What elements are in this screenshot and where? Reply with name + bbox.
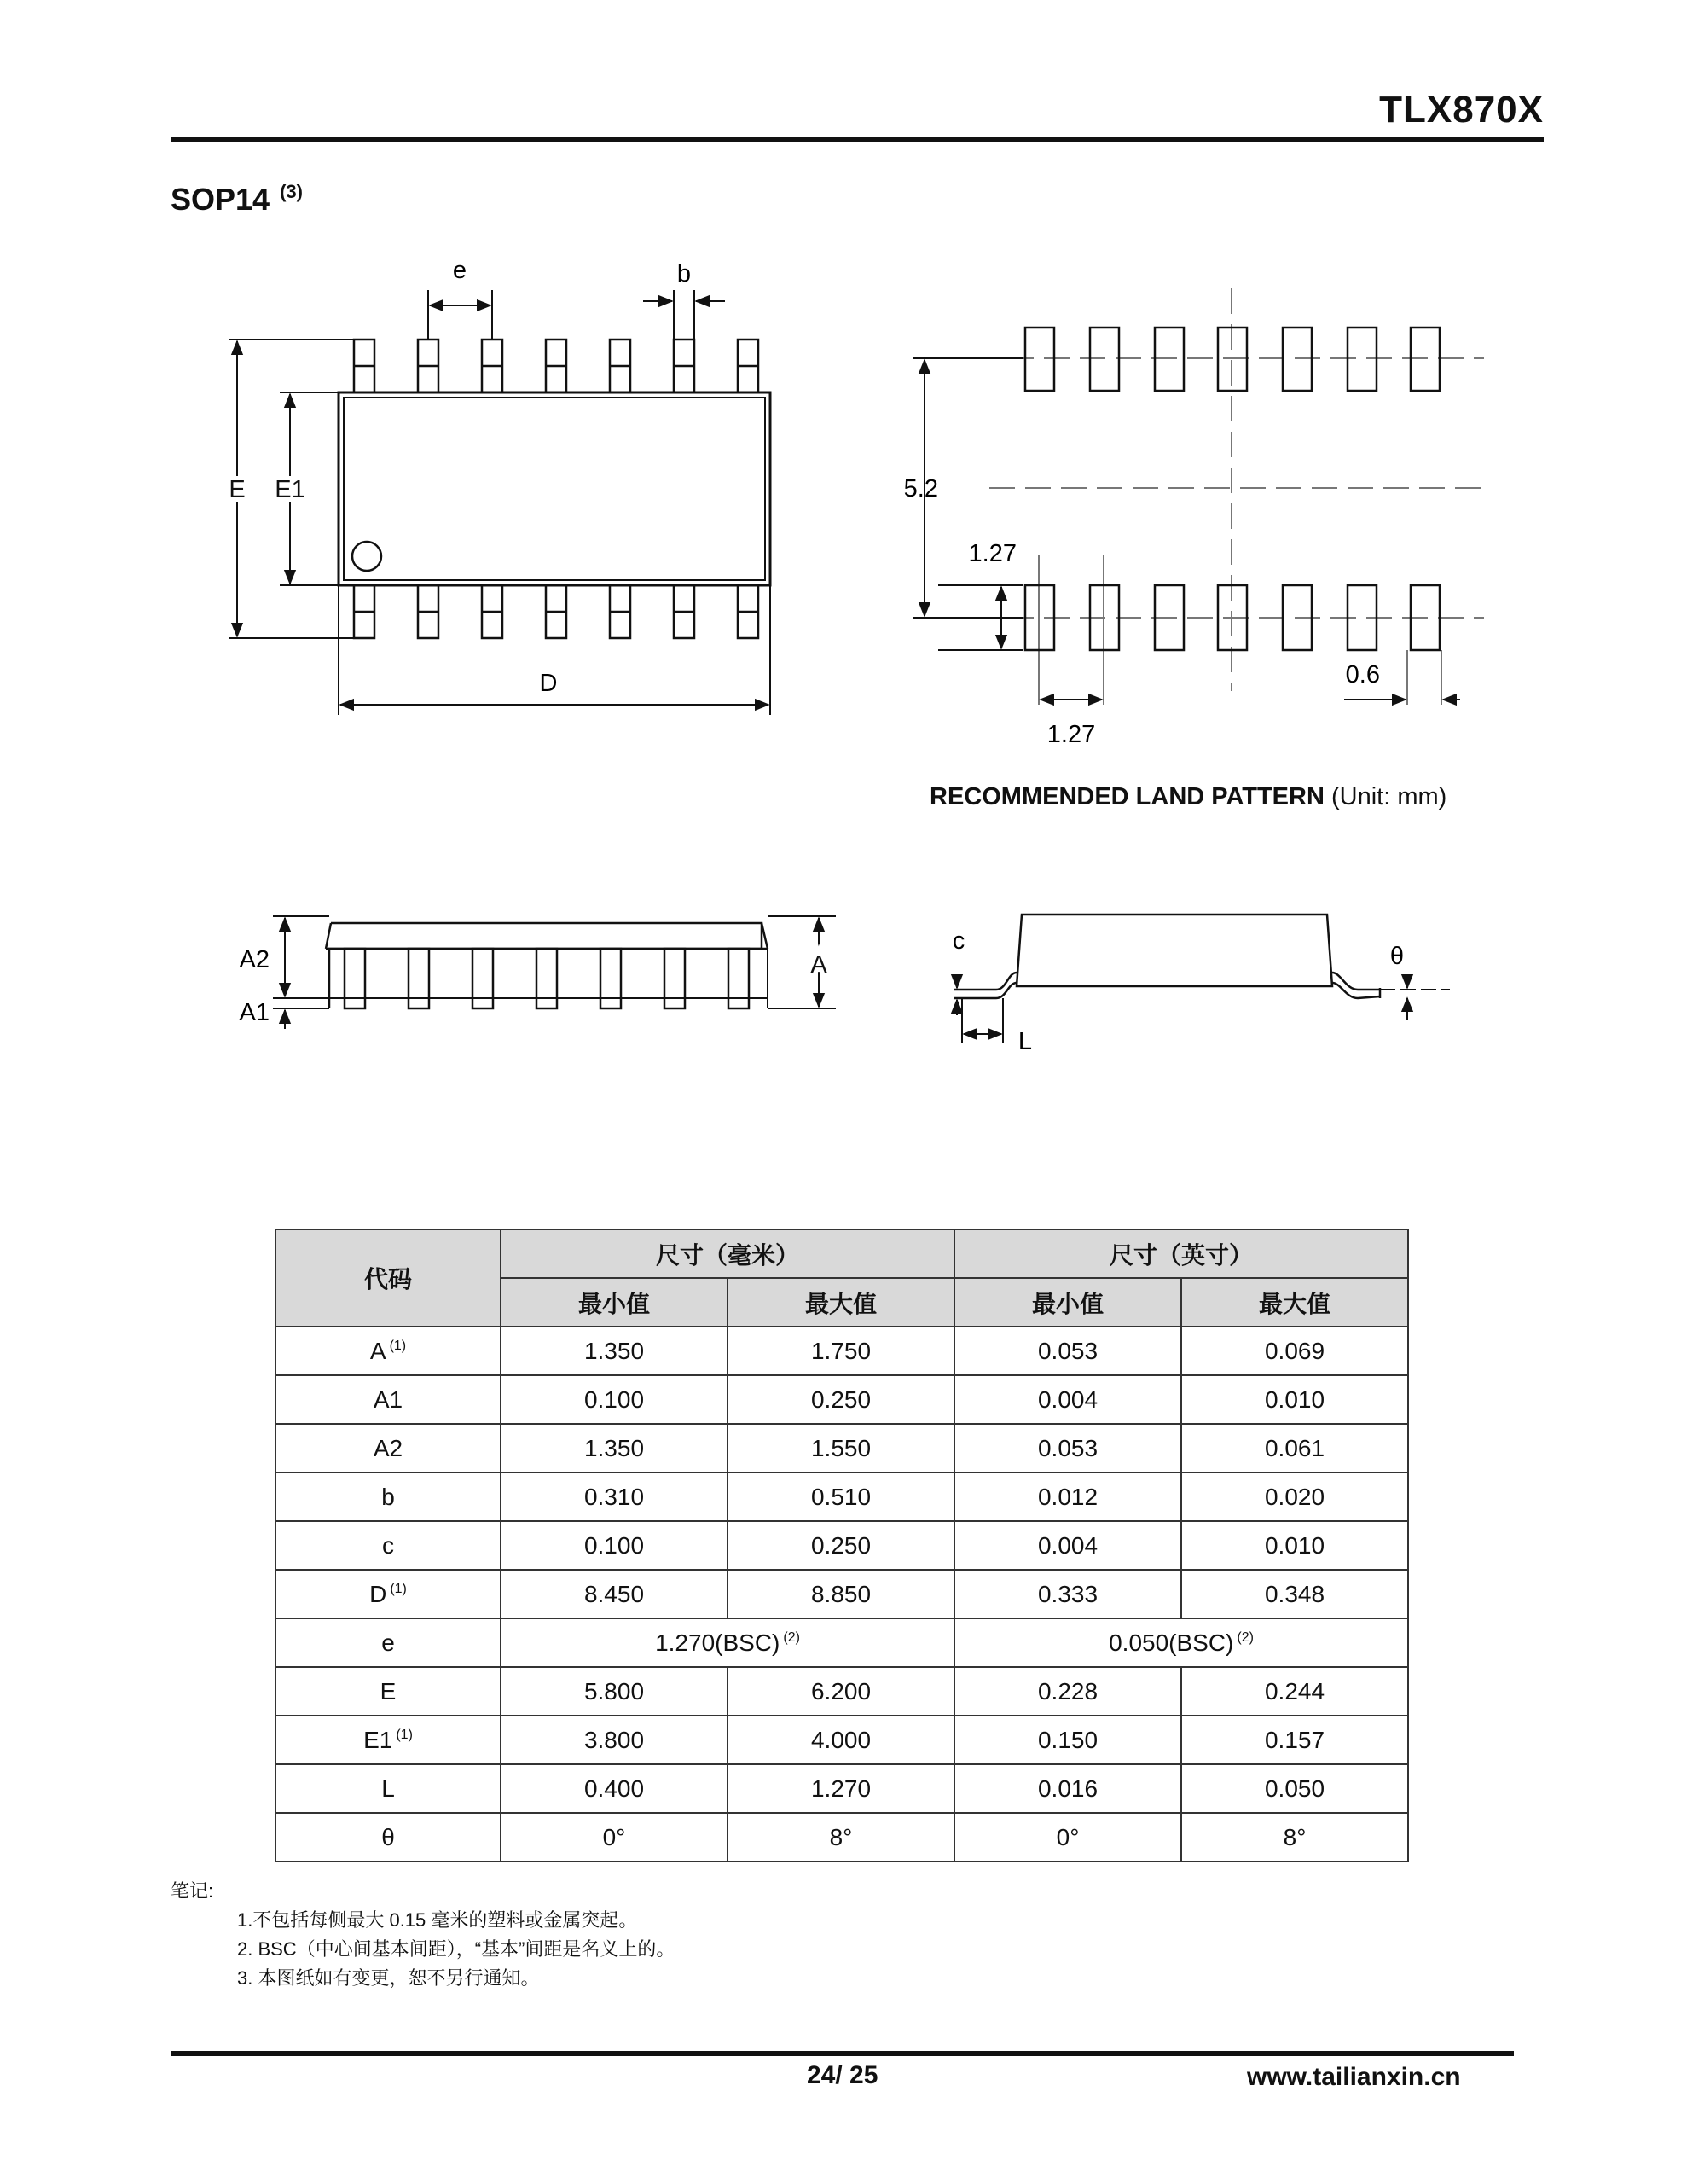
cell-mm-max <box>728 1424 954 1472</box>
cell-code <box>275 1375 501 1424</box>
cell-in-min <box>954 1327 1181 1375</box>
cell-in-max <box>1181 1764 1408 1813</box>
cell-mm-max <box>728 1813 954 1862</box>
cell-in-min <box>954 1667 1181 1716</box>
cell-mm-min-value: 5.800 <box>583 1677 645 1705</box>
cell-in-min <box>954 1570 1181 1618</box>
cell-mm-min <box>501 1327 728 1375</box>
note-1: 1.不包括每侧最大 0.15 毫米的塑料或金属突起。 <box>237 1909 638 1931</box>
cell-code-value: e <box>381 1629 395 1656</box>
land-pattern-caption-title: RECOMMENDED LAND PATTERN <box>930 783 1325 810</box>
cell-in-min-value: 0.016 <box>1037 1774 1099 1802</box>
cell-code-value: E <box>380 1677 397 1705</box>
label-b: b <box>676 260 692 288</box>
cell-in-span <box>954 1618 1408 1667</box>
package-drawing <box>171 247 1484 1066</box>
cell-mm-max <box>728 1472 954 1521</box>
cell-in-span-note-ref: (2) <box>1237 1630 1254 1646</box>
cell-in-max-value: 0.069 <box>1264 1337 1325 1364</box>
package-body-inner <box>344 398 765 580</box>
cell-mm-span-note-ref: (2) <box>783 1630 800 1646</box>
label-E1: E1 <box>275 476 305 503</box>
cell-in-min <box>954 1764 1181 1813</box>
cell-in-max <box>1181 1327 1408 1375</box>
cell-code <box>275 1472 501 1521</box>
cell-code-value: E1 <box>363 1726 393 1753</box>
top-view <box>229 290 770 715</box>
cell-code <box>275 1813 501 1862</box>
cell-mm-max-value: 8.850 <box>810 1580 872 1607</box>
cell-mm-max-value: 0.250 <box>810 1385 872 1413</box>
cell-in-min <box>954 1472 1181 1521</box>
notes <box>171 1877 675 1993</box>
cell-mm-max <box>728 1570 954 1618</box>
header-rule <box>171 136 1544 142</box>
page-number: 24/ 25 <box>807 2061 878 2089</box>
col-mm-header: 尺寸（毫米） <box>501 1229 954 1278</box>
note-3: 3. 本图纸如有变更，恕不另行通知。 <box>237 1967 540 1989</box>
website-link[interactable]: www.tailianxin.cn <box>1247 2063 1461 2091</box>
cell-in-max-value: 0.010 <box>1264 1385 1325 1413</box>
cell-mm-min-value: 0.310 <box>583 1483 645 1510</box>
cell-in-span-value: 0.050(BSC) <box>1109 1629 1234 1656</box>
package-name: SOP14 <box>171 182 270 217</box>
cell-mm-min <box>501 1472 728 1521</box>
label-5-2: 5.2 <box>903 475 938 502</box>
cell-in-max-value: 0.020 <box>1264 1483 1325 1510</box>
package-note-ref: (3) <box>280 181 303 202</box>
pin1-marker <box>352 542 381 571</box>
cell-mm-max-value: 0.510 <box>810 1483 872 1510</box>
cell-in-max <box>1181 1667 1408 1716</box>
cell-mm-max-value: 6.200 <box>810 1677 872 1705</box>
cell-in-max-value: 0.061 <box>1264 1434 1325 1461</box>
cell-mm-min <box>501 1521 728 1570</box>
cell-in-max <box>1181 1424 1408 1472</box>
cell-mm-max-value: 0.250 <box>810 1531 872 1559</box>
label-1-27-vertical: 1.27 <box>968 540 1017 567</box>
cell-mm-max <box>728 1764 954 1813</box>
label-c: c <box>952 927 965 955</box>
col-code-header: 代码 <box>275 1229 501 1327</box>
cell-mm-min-value: 0.100 <box>583 1531 645 1559</box>
cell-code <box>275 1618 501 1667</box>
label-A1: A1 <box>239 999 270 1026</box>
cell-mm-min-value: 8.450 <box>583 1580 645 1607</box>
cell-mm-max-value: 4.000 <box>810 1726 872 1753</box>
cell-mm-max-value: 1.750 <box>810 1337 872 1364</box>
land-pattern <box>913 288 1484 705</box>
label-L: L <box>1017 1028 1033 1055</box>
top-leads <box>354 340 758 392</box>
cell-in-min-value: 0.004 <box>1037 1385 1099 1413</box>
table-row <box>275 1327 1408 1375</box>
table-row <box>275 1813 1408 1862</box>
side-view <box>273 916 836 1029</box>
cell-code-value: D <box>369 1580 387 1607</box>
cell-in-max <box>1181 1813 1408 1862</box>
table-row <box>275 1570 1408 1618</box>
cell-in-max <box>1181 1716 1408 1764</box>
cell-in-max-value: 0.010 <box>1264 1531 1325 1559</box>
side-leads <box>345 949 749 1008</box>
cell-mm-min-value: 3.800 <box>583 1726 645 1753</box>
footer-rule <box>171 2051 1514 2056</box>
cell-mm-max <box>728 1667 954 1716</box>
cell-mm-min <box>501 1375 728 1424</box>
cell-mm-max-value: 1.270 <box>810 1774 872 1802</box>
cell-code-note-ref: (1) <box>396 1728 413 1743</box>
cell-mm-min <box>501 1424 728 1472</box>
label-1-27-horizontal: 1.27 <box>1046 721 1096 748</box>
cell-code-value: c <box>382 1531 394 1559</box>
cell-in-min <box>954 1813 1181 1862</box>
label-D: D <box>539 670 558 697</box>
cell-code-value: θ <box>381 1823 395 1850</box>
col-in-max-header: 最大值 <box>1181 1278 1408 1327</box>
part-number: TLX870X <box>1379 89 1544 131</box>
cell-code-value: L <box>381 1774 395 1802</box>
label-theta: θ <box>1389 943 1405 970</box>
land-pattern-caption-unit: (Unit: mm) <box>1330 783 1447 810</box>
cell-code <box>275 1570 501 1618</box>
cell-code-value: b <box>381 1483 395 1510</box>
cell-in-max <box>1181 1472 1408 1521</box>
cell-mm-min-value: 0.400 <box>583 1774 645 1802</box>
table-row <box>275 1521 1408 1570</box>
table-row <box>275 1667 1408 1716</box>
cell-mm-max <box>728 1716 954 1764</box>
cell-in-min-value: 0.012 <box>1037 1483 1099 1510</box>
cell-mm-min <box>501 1716 728 1764</box>
label-A2: A2 <box>239 946 270 973</box>
package-body-outline <box>339 392 770 585</box>
cell-in-min <box>954 1521 1181 1570</box>
cell-code <box>275 1521 501 1570</box>
col-mm-min-header: 最小值 <box>501 1278 728 1327</box>
cell-code-note-ref: (1) <box>390 1582 407 1597</box>
cell-in-max-value: 8° <box>1283 1823 1307 1850</box>
notes-title: 笔记: <box>171 1880 214 1902</box>
cell-in-max <box>1181 1375 1408 1424</box>
cell-code <box>275 1424 501 1472</box>
cell-in-max-value: 0.348 <box>1264 1580 1325 1607</box>
cell-in-min <box>954 1375 1181 1424</box>
col-inch-header: 尺寸（英寸） <box>954 1229 1408 1278</box>
col-in-min-header: 最小值 <box>954 1278 1181 1327</box>
cell-in-max <box>1181 1570 1408 1618</box>
cell-code <box>275 1764 501 1813</box>
cell-mm-min-value: 1.350 <box>583 1434 645 1461</box>
dimension-table <box>275 1228 1409 1862</box>
center-lines <box>972 288 1484 691</box>
label-0-6: 0.6 <box>1345 661 1380 688</box>
cell-mm-span <box>501 1618 954 1667</box>
cell-in-min <box>954 1716 1181 1764</box>
cell-in-min-value: 0.333 <box>1037 1580 1099 1607</box>
cell-mm-min-value: 0° <box>602 1823 626 1850</box>
cell-mm-min <box>501 1570 728 1618</box>
table-row <box>275 1618 1408 1667</box>
cell-mm-max <box>728 1375 954 1424</box>
cell-mm-max <box>728 1327 954 1375</box>
cell-mm-max-value: 1.550 <box>810 1434 872 1461</box>
cell-code-value: A2 <box>373 1434 403 1461</box>
cell-in-max <box>1181 1521 1408 1570</box>
cell-in-min-value: 0° <box>1056 1823 1080 1850</box>
cell-mm-min-value: 1.350 <box>583 1337 645 1364</box>
cell-in-max-value: 0.157 <box>1264 1726 1325 1753</box>
cell-in-min-value: 0.053 <box>1037 1337 1099 1364</box>
cell-in-min-value: 0.228 <box>1037 1677 1099 1705</box>
cell-mm-span-value: 1.270(BSC) <box>655 1629 780 1656</box>
note-2: 2. BSC（中心间基本间距），“基本”间距是名义上的。 <box>237 1938 675 1960</box>
cell-in-max-value: 0.244 <box>1264 1677 1325 1705</box>
cell-in-min <box>954 1424 1181 1472</box>
bottom-leads <box>354 585 758 638</box>
cell-code-note-ref: (1) <box>389 1339 407 1354</box>
cell-in-min-value: 0.150 <box>1037 1726 1099 1753</box>
lead-detail <box>954 915 1450 1043</box>
package-title <box>171 181 303 218</box>
table-row <box>275 1424 1408 1472</box>
label-E: E <box>229 476 246 503</box>
table-row <box>275 1716 1408 1764</box>
cell-in-max-value: 0.050 <box>1264 1774 1325 1802</box>
table-row <box>275 1375 1408 1424</box>
cell-mm-min <box>501 1764 728 1813</box>
label-e: e <box>452 257 467 284</box>
cell-in-min-value: 0.053 <box>1037 1434 1099 1461</box>
cell-code-value: A <box>369 1337 386 1364</box>
cell-code-value: A1 <box>373 1385 403 1413</box>
label-A: A <box>810 951 827 979</box>
cell-code <box>275 1667 501 1716</box>
col-mm-max-header: 最大值 <box>728 1278 954 1327</box>
table-row <box>275 1472 1408 1521</box>
land-pattern-caption <box>930 783 1446 811</box>
cell-mm-max-value: 8° <box>829 1823 853 1850</box>
cell-code <box>275 1716 501 1764</box>
cell-code <box>275 1327 501 1375</box>
cell-mm-min-value: 0.100 <box>583 1385 645 1413</box>
cell-mm-max <box>728 1521 954 1570</box>
cell-mm-min <box>501 1813 728 1862</box>
dimension-table-body <box>275 1327 1408 1862</box>
table-row <box>275 1764 1408 1813</box>
cell-in-min-value: 0.004 <box>1037 1531 1099 1559</box>
cell-mm-min <box>501 1667 728 1716</box>
